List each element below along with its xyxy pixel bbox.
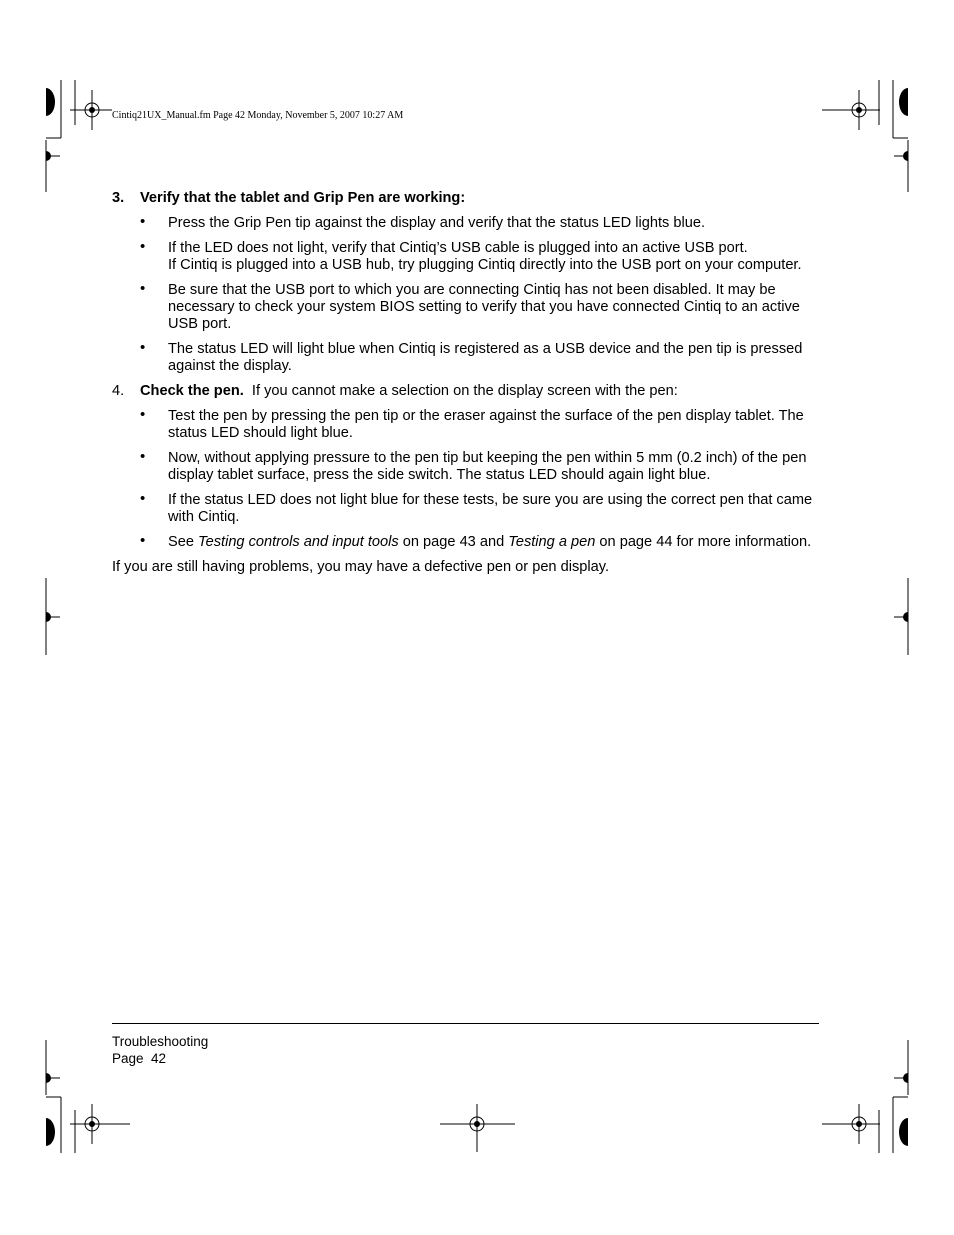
print-slug: Cintiq21UX_Manual.fm Page 42 Monday, November 5, 2007 10:27 AM xyxy=(112,110,404,121)
cross-reference-link[interactable]: Testing a pen xyxy=(508,534,596,550)
step-4 xyxy=(112,383,818,400)
list-item: • If the LED does not light, verify that Cintiq’s USB cable is plugged into an active USB port. If Cintiq is plugged into a USB hub, try plugging Cintiq directly into the USB port on your computer. xyxy=(140,238,802,273)
step-3 xyxy=(112,190,818,207)
page-body xyxy=(112,190,818,576)
bullet-icon: • xyxy=(140,213,146,230)
bullet-icon: • xyxy=(140,406,146,423)
step-heading-bold: Check the pen. xyxy=(140,383,244,399)
list-item: • Press the Grip Pen tip against the display and verify that the status LED lights blue. xyxy=(140,213,706,231)
step-heading: Verify that the tablet and Grip Pen are working: xyxy=(140,190,466,206)
cross-reference-link[interactable]: Testing controls and input tools xyxy=(198,534,399,550)
bullet-icon: • xyxy=(140,339,146,356)
list-item: • Test the pen by pressing the pen tip or the eraser against the surface of the pen display tablet. The status LED should light blue. xyxy=(140,406,804,441)
footer-page-number: Page 42 xyxy=(112,1051,167,1066)
step-number: 4. xyxy=(112,383,125,399)
bullet-icon: • xyxy=(140,280,146,297)
step-heading xyxy=(140,383,678,399)
list-item: • If the status LED does not light blue for these tests, be sure you are using the correct pen that came with Cintiq. xyxy=(140,490,813,525)
list-item: • See Testing controls and input tools on page 43 and Testing a pen on page 44 for more information. xyxy=(140,532,812,550)
step-heading-rest: If you cannot make a selection on the display screen with the pen: xyxy=(243,383,678,399)
bullet-icon: • xyxy=(140,238,146,255)
list-item: • Be sure that the USB port to which you are connecting Cintiq has not been disabled. It may be necessary to check your system BIOS setting to verify that you have connected Cintiq to an active USB port. xyxy=(140,280,800,332)
footer-rule xyxy=(112,1023,819,1024)
closing-text: If you are still having problems, you may have a defective pen or pen display. xyxy=(112,559,609,575)
step-3-bullets xyxy=(112,215,818,375)
step-4-bullets xyxy=(112,408,818,551)
page-footer xyxy=(112,1033,208,1067)
footer-section-title: Troubleshooting xyxy=(112,1034,209,1049)
list-item: • Now, without applying pressure to the pen tip but keeping the pen within 5 mm (0.2 inch) of the pen display tablet surface, press the side switch. The status LED should again light blue. xyxy=(140,448,807,483)
step-number: 3. xyxy=(112,190,125,206)
bullet-icon: • xyxy=(140,448,146,465)
list-item: • The status LED will light blue when Cintiq is registered as a USB device and the pen tip is pressed against the display. xyxy=(140,339,803,374)
bullet-icon: • xyxy=(140,490,146,507)
bullet-icon: • xyxy=(140,532,146,549)
